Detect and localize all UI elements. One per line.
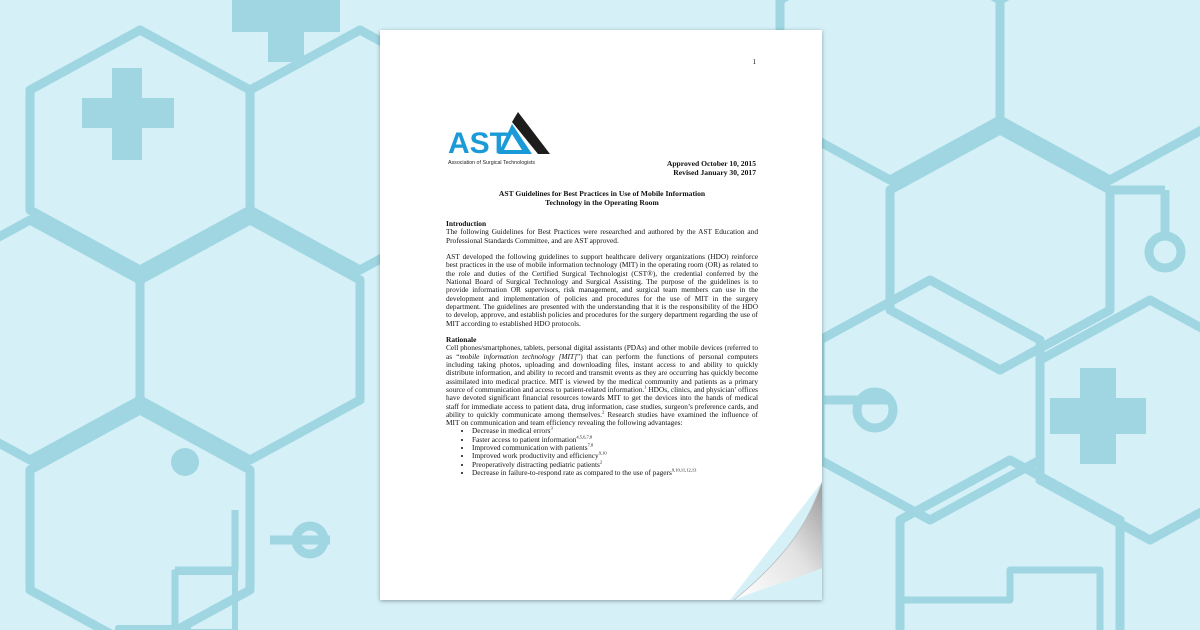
- rationale-text-c: HDOs, clinics, and physician’ offices have devoted significant financial resources towards MIT to get the devices into the hands of medical staff for immediate access to patient data, drug information, case studies, surgeon’s preference cards, and ability to quickly communicate among themselves.: [446, 384, 758, 419]
- rationale-paragraph: [446, 344, 758, 427]
- document-title: [446, 190, 758, 207]
- reference-1: 1: [644, 384, 647, 390]
- list-item: • Preoperatively distracting pediatric patients$^2$: [472, 461, 758, 469]
- rationale-text-d: Research studies have examined the influence of MIT on communication and team efficiency revealing the following advantages:: [446, 409, 759, 428]
- reference-2: 2: [601, 409, 605, 415]
- introduction-paragraph-2: AST developed the following guidelines to support healthcare delivery organizations (HDO) reinforce best practices in the use of mobile information technology (MIT) in the operating room (OR) as related to the role and duties of the Certified Surgical Technologist (CST®), the credential conferred by the National Board of Surgical Technology and Surgical Assisting. The purpose of the guidelines is to provide information OR supervisors, risk management, and surgical team members can use in the development and implementation of policies and procedures for the use of MIT in the surgery department. The guidelines are presented with the understanding that it is the responsibility of the HDO to develop, approve, and establish policies and procedures for the surgery department regarding the use of MIT according to established HDO protocols.: [446, 252, 758, 328]
- page-number: 1: [752, 58, 756, 66]
- rationale-heading: Rationale: [446, 335, 477, 345]
- approval-dates: [667, 160, 756, 177]
- list-item: • Improved communication with patients$^{7,8}$: [472, 444, 758, 452]
- list-item: • Decrease in failure-to-respond rate as compared to the use of pagers$^{9,10,11,12,13}$: [472, 469, 758, 477]
- title-line-1: AST Guidelines for Best Practices in Use of Mobile Information: [498, 189, 706, 198]
- list-item: • Decrease in medical errors$^3$: [472, 427, 758, 435]
- ast-logo: [446, 110, 556, 168]
- logo-text: AST: [448, 127, 508, 160]
- logo-tagline: Association of Surgical Technologists: [448, 160, 536, 166]
- document-body: [446, 220, 758, 477]
- list-item: • Improved work productivity and efficiency$^{9,10}$: [472, 452, 758, 460]
- page-curl: [730, 482, 822, 600]
- rationale-text-a: Cell phones/smartphones, tablets, personal digital assistants (PDAs) and other mobile devices (referred to as “: [446, 343, 758, 361]
- introduction-heading: Introduction: [446, 219, 487, 228]
- revised-date: Revised January 30, 2017: [673, 167, 756, 177]
- advantages-list: [446, 427, 758, 477]
- document-page: [380, 30, 822, 600]
- rationale-text-b: ”) that can perform the functions of personal computers including taking photos, uploading and downloading files, instant access to and ability to quickly distribute information, and ability to record and transmit events as they are occurring has quickly become assimilated into medical practice. MIT is viewed by the medical community and patients as a primary source of communication and access to patient-related information.: [446, 351, 758, 394]
- title-line-2: Technology in the Operating Room: [545, 197, 659, 207]
- rationale-italic-term: mobile information technology [MIT]: [459, 351, 577, 361]
- introduction-paragraph-1: The following Guidelines for Best Practices were researched and authored by the AST Education and Professional Standards Committee, and are AST approved.: [446, 227, 758, 245]
- list-item: • Faster access to patient information$^{4,5,6,7,8}$: [472, 436, 758, 444]
- approved-date: Approved October 10, 2015: [666, 159, 756, 168]
